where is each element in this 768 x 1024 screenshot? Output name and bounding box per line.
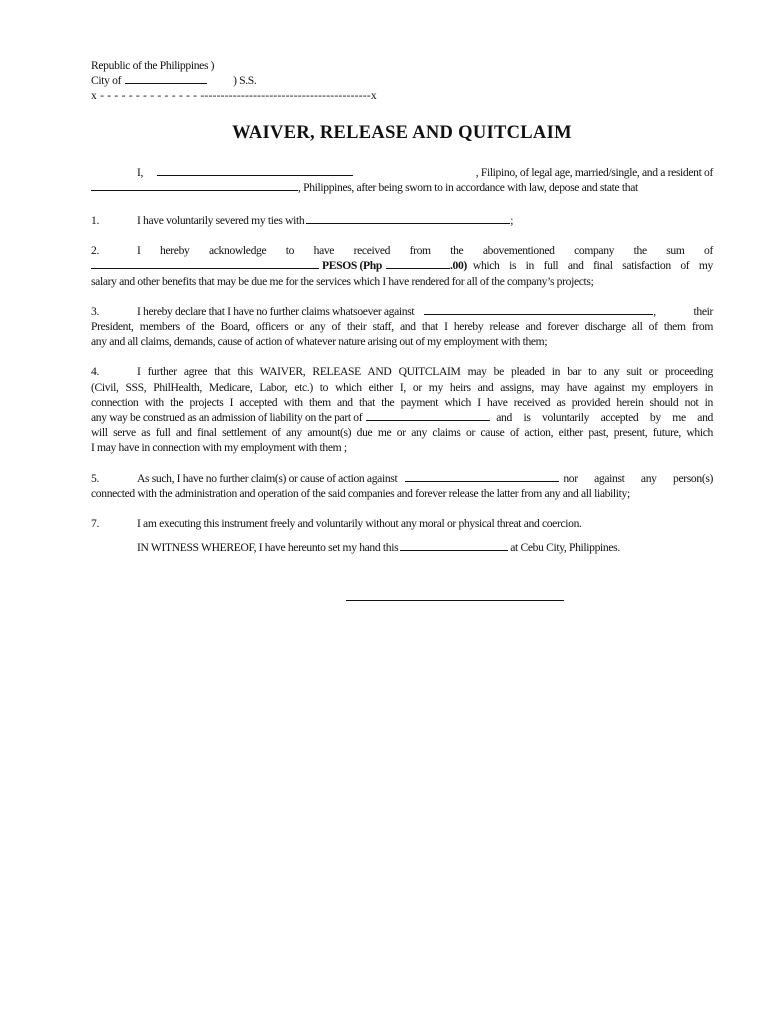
item-1-end: ;: [510, 214, 514, 228]
item-4-line4-b: and is voluntarily accepted by me and: [496, 411, 713, 425]
item-2-line-2: [91, 258, 713, 273]
item-7-text: I am executing this instrument freely and voluntarily without any moral or physical threat and coercion.: [137, 517, 582, 531]
item-4-line4-a: any way be construed as an admission of liability on the part of: [91, 411, 363, 425]
item-5-line-2: connected with the administration and operation of the said companies and forever release the latter from any and all liability;: [91, 486, 630, 500]
amount-cents: .00): [449, 259, 467, 273]
item-2-number: 2.: [91, 244, 99, 258]
date-blank: [400, 540, 508, 551]
liability-party-blank: [366, 410, 490, 421]
item-3: [91, 304, 713, 350]
witness-line: [91, 540, 713, 555]
city-line: [91, 73, 713, 88]
item-7: [91, 516, 713, 531]
item-4-line-3: connection with the projects I accepted with them and that the payment which I have received as provided herein should not in: [91, 395, 713, 409]
item-1-number: 1.: [91, 214, 99, 228]
item-3-number: 3.: [91, 304, 99, 318]
republic-line: Republic of the Philippines ): [91, 59, 215, 72]
item-5-line1-b: nor against any person(s): [563, 471, 713, 485]
document-title: WAIVER, RELEASE AND QUITCLAIM: [232, 122, 572, 143]
item-3-line1-b: , their: [653, 304, 713, 318]
intro-i-label: I,: [137, 165, 144, 179]
company-blank: [424, 304, 653, 315]
item-2-line-3: salary and other benefits that may be due me for the services which I have rendered for all of the company’s projects;: [91, 274, 594, 288]
item-4-line-2: (Civil, SSS, PhilHealth, Medicare, Labor, etc.) to which either I, or my heirs and assigns, may have against my employers in: [91, 380, 713, 394]
item-4-line-5: will serve as full and final settlement of any amount(s) due me or any claims or cause of action, either past, present, future, which: [91, 426, 713, 440]
item-4-number: 4.: [91, 365, 99, 379]
intro-line1-rest: , Filipino, of legal age, married/single, and a resident of: [475, 165, 713, 179]
item-7-number: 7.: [91, 517, 99, 531]
item-5-number: 5.: [91, 471, 99, 485]
item-1: [91, 213, 713, 228]
item-4-line-4: [91, 410, 713, 425]
item-4: [91, 364, 713, 455]
item-3-line1-a: I hereby declare that I have no further claims whatsoever against: [137, 304, 415, 318]
item-1-text: I have voluntarily severed my ties with: [137, 214, 305, 228]
item-4-line1-text: I further agree that this WAIVER, RELEASE AND QUITCLAIM may be pleaded in bar to any suit or proceeding: [137, 365, 713, 379]
employer-blank: [306, 213, 510, 224]
city-blank: [125, 73, 207, 84]
item-3-line-3: any and all claims, demands, cause of action of whatever nature arising out of my employment with them;: [91, 335, 548, 349]
item-5-line1-a: As such, I have no further claim(s) or cause of action against: [137, 471, 398, 485]
item-4-line-6: I may have in connection with my employment with them ;: [91, 441, 347, 455]
item-5: [91, 471, 713, 501]
item-3-line-2: President, members of the Board, officers or any of their staff, and that I hereby release and forever discharge all of them from: [91, 320, 713, 334]
item-2-line1-text: I hereby acknowledge to have received from the abovementioned company the sum of: [137, 244, 713, 258]
item-4-line-1: [91, 364, 713, 379]
amount-words-blank: [91, 258, 319, 269]
item-2: [91, 243, 713, 289]
item-2-line2-rest: which is in full and final satisfaction of my: [472, 259, 713, 273]
item-3-line-1: [91, 304, 713, 319]
signature-line: [346, 600, 564, 602]
waiver-document: [91, 58, 713, 602]
intro-line-2: [91, 180, 713, 195]
ss-label: ) S.S.: [233, 74, 257, 88]
witness-text-b: at Cebu City, Philippines.: [510, 541, 620, 555]
header-separator: x - - - - - - - - - - - - - - ------------------------------------------x: [91, 89, 377, 103]
witness-text-a: IN WITNESS WHEREOF, I have hereunto set my hand this: [137, 541, 399, 555]
amount-figure-blank: [386, 258, 450, 269]
item-2-line-1: [91, 243, 713, 258]
item-5-line-1: [91, 471, 713, 486]
city-label: City of: [91, 74, 122, 88]
residence-blank: [91, 180, 298, 191]
pesos-label: PESOS (Php: [322, 259, 382, 273]
name-blank: [157, 165, 353, 176]
claims-company-blank: [405, 471, 559, 482]
intro-line2-rest: , Philippines, after being sworn to in accordance with law, depose and state that: [298, 180, 638, 194]
intro-line-1: [91, 165, 713, 180]
